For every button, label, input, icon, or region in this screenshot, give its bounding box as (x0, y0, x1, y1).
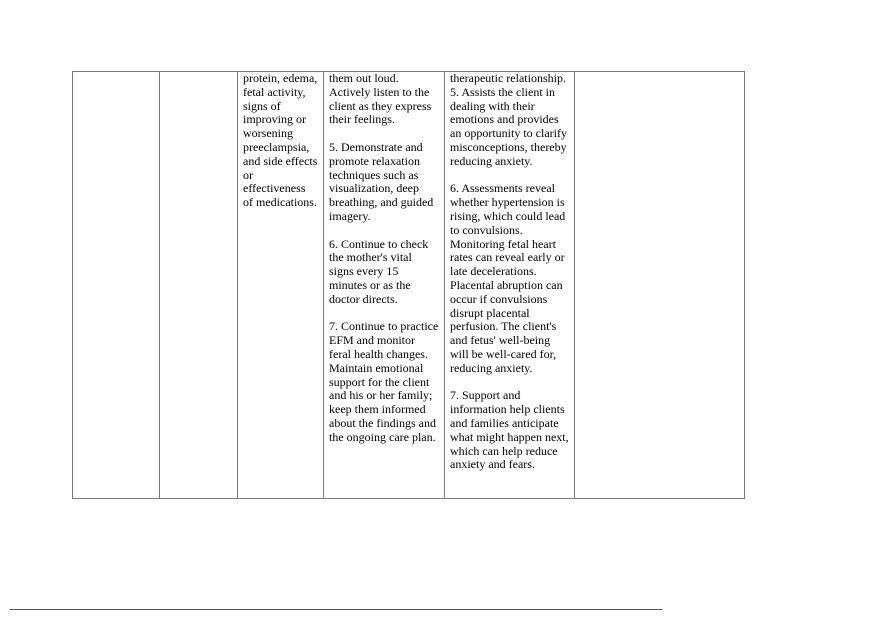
assessment-cell (238, 72, 324, 499)
rationale-cell (445, 72, 575, 499)
table-cell-col1 (73, 72, 160, 499)
interventions-text: them out loud. Actively listen to the client as they express their feelings. 5. Demonstrate and promote relaxation techniques such as visualization, deep breathing, and guided imagery. 6. Continue to check the mother's vital signs every 15 minutes or as the doctor directs. 7. Continue to practice EFM and monitor feral health changes. Maintain emotional support for the client and his or her family; keep them informed about the findings and the ongoing care plan. (329, 71, 439, 444)
rationale-text: therapeutic relationship. 5. Assists the client in dealing with their emotions and provides an opportunity to clarify misconceptions, thereby reducing anxiety. 6. Assessments reveal whether hypertension is rising, which could lead to convulsions. Monitoring fetal heart rates can reveal early or late decelerations. Placental abruption can occur if convulsions disrupt placental perfusion. The client's and fetus' well-being will be well-cared for, reducing anxiety. 7. Support and information help clients and families anticipate what might happen next, which can help reduce anxiety and fears. (450, 71, 569, 472)
interventions-cell (324, 72, 445, 499)
evaluation-cell (575, 72, 745, 499)
table-row (73, 72, 745, 499)
care-plan-table (72, 71, 745, 499)
assessment-text: protein, edema, fetal activity, signs of improving or worsening preeclampsia, and side effects or effectiveness of medications. (243, 71, 318, 210)
footer-divider (10, 609, 662, 610)
table-cell-col2 (160, 72, 238, 499)
